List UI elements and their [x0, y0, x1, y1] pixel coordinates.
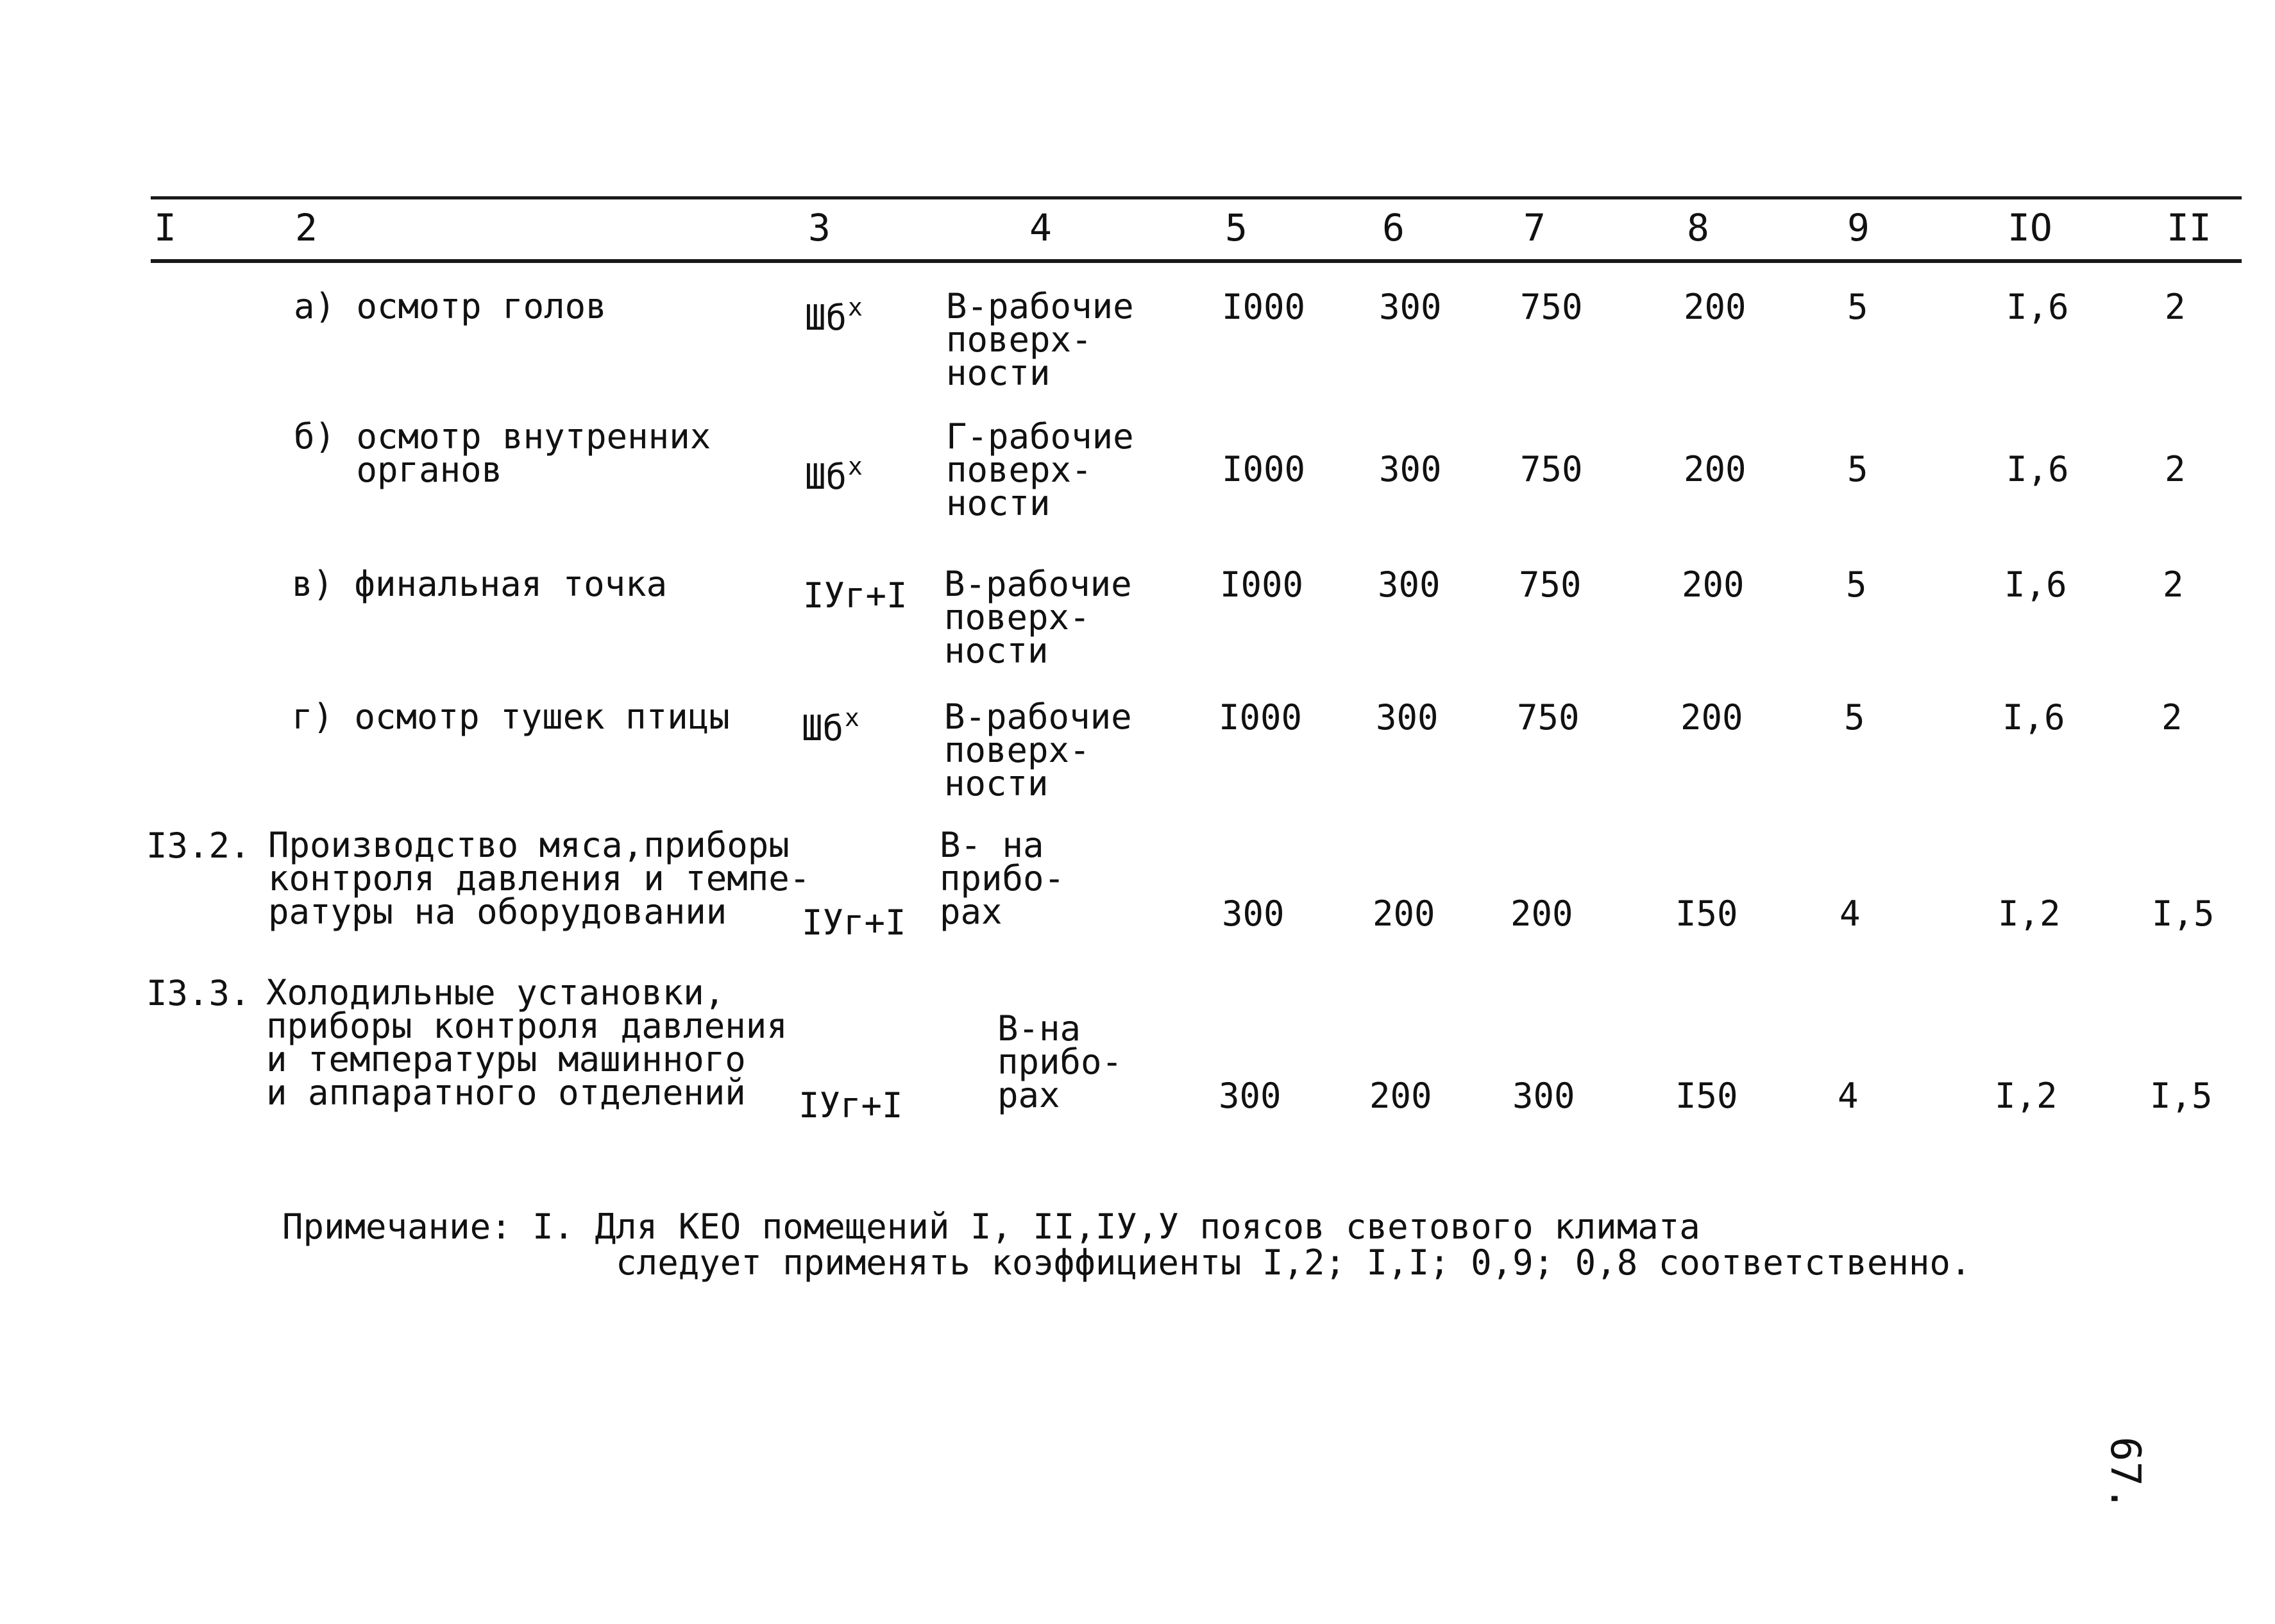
lamp-type: IУг+I — [803, 575, 908, 616]
row-13-2-value-10: I,2 — [1998, 893, 2061, 934]
column-header-2: 2 — [295, 206, 317, 250]
row-13-3-value-5: 300 — [1219, 1076, 1281, 1116]
column-header-8: 8 — [1687, 206, 1709, 250]
row-b-value-8: 200 — [1684, 449, 1746, 489]
row-c-value-8: 200 — [1682, 564, 1745, 605]
table-row-a-lamp — [805, 290, 863, 338]
surface-line: поверх- — [944, 730, 1090, 770]
row-name-line: а) осмотр голов — [294, 286, 607, 326]
row-a-value-11: 2 — [2165, 287, 2186, 327]
row-c-value-5: I000 — [1220, 564, 1304, 605]
table-row-13-3-surface — [997, 1008, 1123, 1115]
surface-line: ности — [946, 353, 1051, 393]
row-a-value-9: 5 — [1847, 287, 1868, 327]
footnote — [282, 1206, 1972, 1283]
surface-line: В-рабочие — [944, 564, 1132, 604]
lamp-superscript: х — [848, 452, 863, 480]
row-d-value-8: 200 — [1680, 697, 1743, 738]
row-13-3-value-6: 200 — [1369, 1076, 1432, 1116]
row-d-value-7: 750 — [1517, 697, 1580, 738]
row-13-2-value-7: 200 — [1510, 893, 1573, 934]
table-row-13-2-name — [268, 825, 811, 932]
table-row-b-name — [294, 416, 711, 490]
column-header-1: I — [154, 206, 176, 250]
table-row-13-3-lamp — [799, 1078, 904, 1126]
lamp-type: IУг+I — [799, 1085, 903, 1126]
surface-line: рах — [997, 1075, 1060, 1115]
footnote-line: Примечание: I. Для КЕО помещений I, II,IУ,У поясов светового климата — [282, 1206, 1700, 1247]
table-row-a-surface — [946, 286, 1134, 393]
row-d-value-6: 300 — [1376, 697, 1439, 738]
row-d-value-11: 2 — [2161, 697, 2183, 738]
surface-line: В- на — [940, 825, 1044, 865]
row-d-value-9: 5 — [1844, 697, 1865, 738]
row-name-line: приборы контроля давления — [266, 1006, 788, 1046]
row-13-2-value-8: I50 — [1675, 893, 1738, 934]
column-header-5: 5 — [1225, 206, 1247, 250]
footnote-line: следует применять коэффициенты I,2; I,I; 0,9; 0,8 соответственно. — [282, 1242, 1972, 1283]
row-name-line: Холодильные установки, — [266, 972, 725, 1013]
row-13-3-value-10: I,2 — [1995, 1076, 2058, 1116]
table-top-rule — [151, 196, 2242, 199]
row-a-value-6: 300 — [1379, 287, 1442, 327]
row-13-2-value-9: 4 — [1839, 893, 1861, 934]
surface-line: прибо- — [940, 858, 1065, 899]
lamp-type: Шб — [805, 298, 847, 338]
row-name-line: б) осмотр внутренних — [294, 416, 711, 457]
column-header-7: 7 — [1523, 206, 1546, 250]
row-a-value-7: 750 — [1520, 287, 1583, 327]
row-name-line: органов — [294, 450, 503, 490]
column-header-9: 9 — [1847, 206, 1870, 250]
surface-line: ности — [944, 763, 1049, 804]
row-name-line: в) финальная точка — [292, 564, 668, 604]
lamp-type: Шб — [805, 457, 847, 497]
lamp-type: IУг+I — [802, 902, 906, 943]
row-name-line: и аппаратного отделений — [266, 1072, 746, 1113]
column-header-10: IO — [2008, 206, 2052, 250]
row-name-line: и температуры машинного — [266, 1039, 746, 1079]
table-row-13-3-name — [266, 972, 788, 1113]
column-header-3: 3 — [808, 206, 831, 250]
table-row-d-lamp — [802, 700, 859, 749]
row-13-2-value-11: I,5 — [2152, 893, 2215, 934]
row-name-line: контроля давления и темпе- — [268, 858, 811, 899]
row-b-value-10: I,6 — [2006, 449, 2069, 489]
row-a-value-5: I000 — [1222, 287, 1306, 327]
lamp-type: Шб — [802, 708, 844, 749]
table-row-b-lamp — [805, 449, 863, 495]
surface-line: поверх- — [946, 319, 1092, 360]
surface-line: ности — [944, 630, 1049, 671]
lamp-superscript: х — [845, 704, 859, 732]
column-header-4: 4 — [1029, 206, 1052, 250]
row-name-line: г) осмотр тушек птицы — [292, 697, 730, 737]
table-row-c-surface — [944, 564, 1132, 671]
table-header-rule — [151, 259, 2242, 263]
table-row-a-name — [294, 286, 607, 326]
row-c-value-7: 750 — [1519, 564, 1582, 605]
row-d-value-10: I,6 — [2002, 697, 2065, 738]
row-name-line: ратуры на оборудовании — [268, 892, 727, 932]
surface-line: поверх- — [944, 597, 1090, 638]
surface-line: ности — [946, 483, 1051, 523]
table-row-c-name — [292, 564, 668, 604]
surface-line: поверх- — [946, 450, 1092, 490]
lamp-superscript: х — [848, 293, 863, 321]
row-c-value-6: 300 — [1378, 564, 1441, 605]
row-13-3-value-7: 300 — [1512, 1076, 1575, 1116]
row-b-value-6: 300 — [1379, 449, 1442, 489]
row-b-value-11: 2 — [2165, 449, 2186, 489]
table-row-13-2-surface — [940, 825, 1065, 932]
row-a-value-8: 200 — [1684, 287, 1746, 327]
row-b-value-7: 750 — [1520, 449, 1583, 489]
row-b-value-5: I000 — [1222, 449, 1306, 489]
row-13-2-value-6: 200 — [1373, 893, 1435, 934]
row-13-3-value-9: 4 — [1838, 1076, 1859, 1116]
row-a-value-10: I,6 — [2006, 287, 2069, 327]
row-c-value-9: 5 — [1846, 564, 1867, 605]
surface-line: В-на — [997, 1008, 1081, 1049]
table-row-c-lamp — [803, 568, 909, 616]
table-row-b-surface — [946, 416, 1134, 523]
surface-line: В-рабочие — [946, 286, 1134, 326]
table-row-13-2-lamp — [802, 895, 908, 943]
row-13-3-value-11: I,5 — [2150, 1076, 2213, 1116]
column-header-6: 6 — [1382, 206, 1405, 250]
surface-line: рах — [940, 892, 1002, 932]
column-header-11: II — [2167, 206, 2212, 250]
row-d-value-5: I000 — [1219, 697, 1303, 738]
surface-line: Г-рабочие — [946, 416, 1134, 457]
table-row-d-name — [292, 697, 730, 737]
row-c-value-10: I,6 — [2004, 564, 2067, 605]
row-name-line: Производство мяса,приборы — [268, 825, 790, 865]
table-row-13-3-number: I3.3. — [146, 973, 251, 1013]
row-c-value-11: 2 — [2163, 564, 2184, 605]
row-13-3-value-8: I50 — [1675, 1076, 1738, 1116]
surface-line: В-рабочие — [944, 697, 1132, 737]
table-row-13-2-number: I3.2. — [146, 825, 251, 866]
surface-line: прибо- — [997, 1042, 1123, 1082]
row-b-value-9: 5 — [1847, 449, 1868, 489]
row-13-2-value-5: 300 — [1222, 893, 1285, 934]
table-row-d-surface — [944, 697, 1132, 804]
page-number: 67. — [2101, 1437, 2149, 1511]
